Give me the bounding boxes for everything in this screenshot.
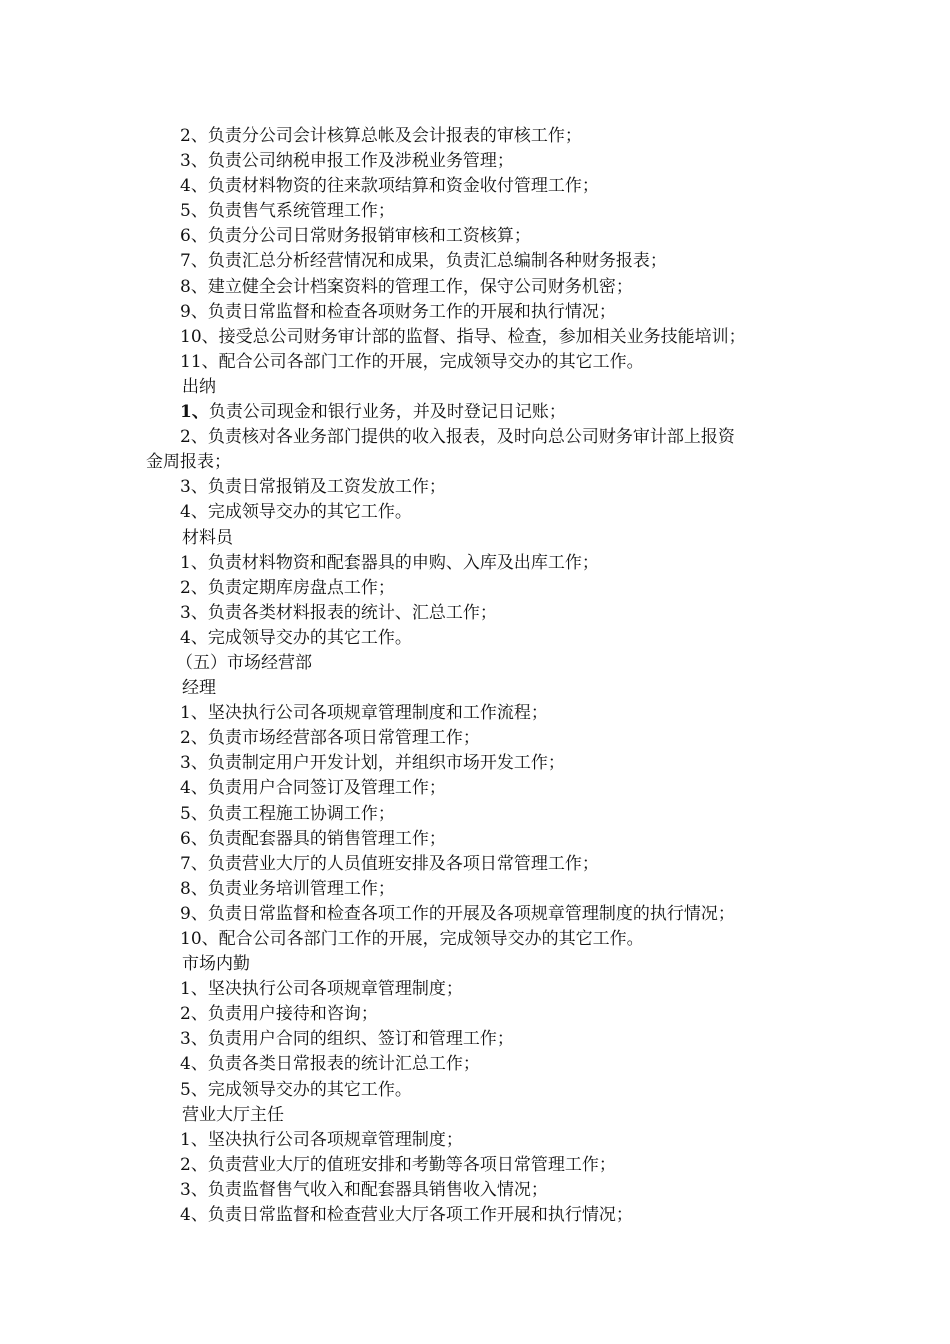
text-line: 2、负责营业大厅的值班安排和考勤等各项日常管理工作； (180, 1154, 616, 1175)
text-line: 4、完成领导交办的其它工作。 (180, 502, 412, 523)
text-line: 8、负责业务培训管理工作； (180, 878, 395, 899)
section-heading: 出纳 (182, 376, 216, 397)
text-line: 4、负责材料物资的往来款项结算和资金收付管理工作； (180, 176, 599, 197)
text-line: 4、负责各类日常报表的统计汇总工作； (180, 1054, 480, 1075)
text-line: 1、坚决执行公司各项规章管理制度和工作流程； (180, 703, 548, 724)
list-number: 1、 (180, 402, 209, 423)
text-line: 金周报表； (146, 452, 231, 473)
text-line: 3、负责监督售气收入和配套器具销售收入情况； (180, 1179, 548, 1200)
text-line: 1、负责材料物资和配套器具的申购、入库及出库工作； (180, 552, 599, 573)
document-body (146, 124, 826, 1228)
text-line: 4、负责用户合同签订及管理工作； (180, 778, 446, 799)
text-line: 6、负责配套器具的销售管理工作； (180, 828, 446, 849)
section-heading: 营业大厅主任 (182, 1104, 284, 1125)
text-line: 5、负责工程施工协调工作； (180, 803, 395, 824)
text-line: 6、负责分公司日常财务报销审核和工资核算； (180, 226, 531, 247)
text-line: 10、接受总公司财务审计部的监督、指导、检查，参加相关业务技能培训； (180, 326, 746, 347)
text-line: 9、负责日常监督和检查各项财务工作的开展和执行情况； (180, 301, 616, 322)
text-line: 2、负责用户接待和咨询； (180, 1004, 378, 1025)
text-line: 4、完成领导交办的其它工作。 (180, 627, 412, 648)
text-line: 3、负责制定用户开发计划，并组织市场开发工作； (180, 753, 565, 774)
text-line: 3、负责日常报销及工资发放工作； (180, 477, 446, 498)
section-heading: 市场内勤 (182, 954, 250, 975)
text-line: 3、负责各类材料报表的统计、汇总工作； (180, 602, 497, 623)
text-line: 10、配合公司各部门工作的开展，完成领导交办的其它工作。 (180, 929, 644, 949)
text-line: 8、建立健全会计档案资料的管理工作，保守公司财务机密； (180, 276, 633, 297)
text-line: 2、负责核对各业务部门提供的收入报表，及时向总公司财务审计部上报资 (180, 427, 735, 448)
text-line: 5、负责售气系统管理工作； (180, 201, 395, 222)
text-line: 9、负责日常监督和检查各项工作的开展及各项规章管理制度的执行情况； (180, 903, 735, 924)
text-line: 1、坚决执行公司各项规章管理制度； (180, 1129, 463, 1150)
text-line: 1、坚决执行公司各项规章管理制度； (180, 979, 463, 1000)
text-line: 11、配合公司各部门工作的开展，完成领导交办的其它工作。 (180, 351, 644, 372)
text-line: 3、负责用户合同的组织、签订和管理工作； (180, 1029, 514, 1050)
text-line: 5、完成领导交办的其它工作。 (180, 1079, 412, 1100)
text-line: 7、负责营业大厅的人员值班安排及各项日常管理工作； (180, 853, 599, 874)
section-heading: 经理 (182, 678, 216, 699)
text-line: 4、负责日常监督和检查营业大厅各项工作开展和执行情况； (180, 1205, 633, 1226)
text-line: 2、负责分公司会计核算总帐及会计报表的审核工作； (180, 126, 582, 146)
section-heading: （五）市场经营部 (176, 652, 312, 673)
list-text: 负责公司现金和银行业务，并及时登记日记账； (208, 402, 566, 423)
text-line: 2、负责定期库房盘点工作； (180, 577, 395, 598)
text-line (146, 400, 826, 425)
text-line: 3、负责公司纳税申报工作及涉税业务管理； (180, 151, 514, 172)
text-line: 2、负责市场经营部各项日常管理工作； (180, 728, 480, 749)
section-heading: 材料员 (182, 527, 233, 548)
text-line: 7、负责汇总分析经营情况和成果，负责汇总编制各种财务报表； (180, 251, 667, 272)
